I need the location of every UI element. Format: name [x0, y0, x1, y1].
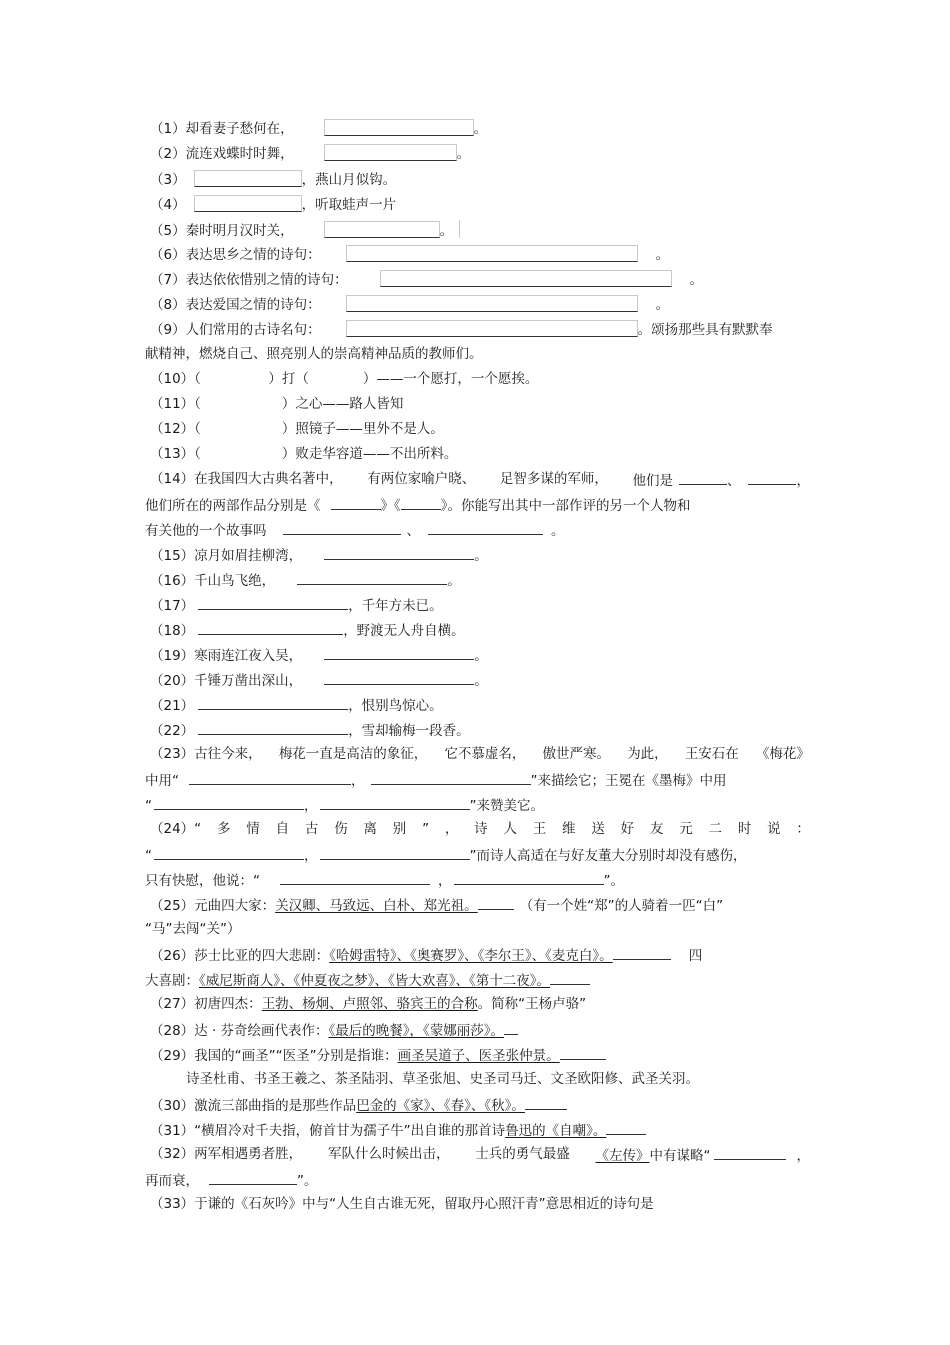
question-text: ，燕山月似钩。	[301, 172, 397, 188]
punctuation: ，	[304, 798, 318, 814]
question-9	[150, 320, 773, 339]
question-text: （4）	[150, 197, 186, 213]
punctuation: 。	[655, 247, 670, 263]
question-33: （33）于谦的《石灰吟》中与“人生自古谁无死，留取丹心照汗青”意思相近的诗句是	[150, 1196, 654, 1212]
answer-blank[interactable]	[504, 1020, 518, 1035]
question-14	[150, 470, 810, 490]
answer-blank[interactable]	[331, 495, 381, 510]
answer-blank[interactable]	[198, 595, 348, 610]
answer-blank[interactable]	[198, 620, 343, 635]
question-text: “	[145, 798, 152, 814]
question-text: 时	[737, 821, 752, 837]
question-text: ：	[796, 821, 810, 837]
question-text: 好	[620, 821, 635, 837]
answer-blank[interactable]	[283, 520, 401, 535]
question-text: 。颂扬那些具有默默奉	[637, 322, 773, 338]
question-8	[150, 295, 669, 314]
question-32-cont	[145, 1170, 318, 1190]
question-text: 有两位家喻户晓、	[367, 471, 476, 487]
question-text: 说	[767, 821, 781, 837]
question-text: ”。	[603, 873, 624, 889]
answer-field[interactable]	[324, 119, 474, 136]
question-text: 维	[562, 821, 576, 837]
question-text: （9）人们常用的古诗名句：	[150, 322, 321, 338]
question-text: （24）“	[150, 821, 202, 837]
answer-blank[interactable]	[550, 970, 590, 985]
answer-text: 关汉卿、马致远、白朴、郑光祖。	[275, 898, 478, 914]
question-text: （17）	[150, 598, 195, 614]
question-16	[150, 570, 461, 590]
question-text: 中用“	[145, 773, 179, 789]
question-text: （6）表达思乡之情的诗句：	[150, 247, 321, 263]
question-26	[150, 945, 702, 965]
question-text: 只有快慰，他说：“	[145, 873, 260, 889]
question-text: （有一个姓“郑”的人骑着一匹“白”	[519, 898, 724, 914]
question-19	[150, 645, 488, 665]
answer-text: 巴金的《家》、《春》、《秋》。	[356, 1098, 525, 1114]
punctuation: 。	[474, 548, 488, 564]
question-text: ”而诗人高适在与好友董大分别时却没有感伤，	[469, 848, 747, 864]
question-25	[150, 895, 723, 915]
question-text: （16）千山鸟飞绝，	[150, 573, 276, 589]
answer-blank[interactable]	[154, 795, 304, 810]
answer-text: 《威尼斯商人》、《仲夏夜之梦》、《皆大欢喜》、《第十二夜》。	[199, 973, 550, 989]
question-text: （14）在我国四大古典名著中，	[150, 471, 343, 487]
answer-text: 王勃、杨炯、卢照邻、骆宾王的合称	[261, 996, 478, 1012]
answer-blank[interactable]	[525, 1095, 567, 1110]
answer-blank[interactable]	[679, 470, 727, 485]
question-text: “	[145, 848, 152, 864]
question-text: （1）却看妻子愁何在，	[150, 121, 294, 137]
question-text: （7）表达依依惜别之情的诗句：	[150, 272, 348, 288]
punctuation: 。	[447, 573, 461, 589]
question-text: 二	[708, 821, 723, 837]
question-text: 。简称“王杨卢骆”	[477, 996, 587, 1012]
punctuation: 。	[474, 648, 488, 664]
question-text: ，雪却输梅一段香。	[348, 723, 470, 739]
question-text: 大喜剧：	[145, 973, 199, 989]
question-6	[150, 245, 669, 264]
question-text: （23）古往今来，	[150, 746, 262, 762]
answer-blank[interactable]	[209, 1170, 297, 1185]
question-text: ”	[422, 821, 430, 837]
punctuation: ，	[438, 873, 452, 889]
answer-blank[interactable]	[478, 895, 514, 910]
field-edge	[459, 220, 460, 238]
question-text: 士兵的勇气最盛	[475, 1146, 570, 1162]
punctuation: 。	[439, 223, 454, 239]
question-text: （15）凉月如眉挂柳湾，	[150, 548, 303, 564]
answer-field[interactable]	[324, 144, 457, 161]
answer-blank[interactable]	[606, 1120, 646, 1135]
answer-blank[interactable]	[320, 795, 470, 810]
question-text: 情	[246, 821, 260, 837]
question-text: 傲世严寒。	[542, 746, 611, 762]
question-text: ，野渡无人舟自横。	[343, 623, 465, 639]
question-10: （10）（ ）打（ ）——一个愿打，一个愿挨。	[150, 371, 539, 387]
answer-blank[interactable]	[401, 495, 441, 510]
question-31	[150, 1120, 646, 1140]
question-text: （28）达 · 芬奇绘画代表作：	[150, 1023, 329, 1039]
question-text: 送	[591, 821, 605, 837]
question-5	[150, 220, 460, 240]
answer-blank[interactable]	[454, 870, 604, 885]
answer-field[interactable]	[194, 170, 302, 187]
question-24	[150, 820, 810, 838]
question-3	[150, 170, 396, 189]
answer-blank[interactable]	[320, 845, 470, 860]
punctuation: 。	[473, 121, 488, 137]
question-text: （26）莎士比亚的四大悲剧：	[150, 948, 330, 964]
question-text: 有关他的一个故事吗	[145, 523, 267, 539]
question-text: 离	[363, 821, 377, 837]
question-32	[150, 1145, 810, 1165]
answer-blank[interactable]	[613, 945, 671, 960]
answer-blank[interactable]	[748, 470, 796, 485]
question-text: 别	[392, 821, 407, 837]
answer-text: 鲁迅的《自嘲》。	[505, 1123, 607, 1139]
question-25-cont: “马”去闯“关”）	[145, 921, 241, 937]
question-text: （22）	[150, 723, 195, 739]
question-23	[150, 745, 810, 763]
question-13: （13）（ ）败走华容道——不出所料。	[150, 446, 458, 462]
question-text: ”来赞美它。	[469, 798, 544, 814]
answer-blank[interactable]	[714, 1145, 786, 1160]
question-text: （20）千锤万凿出深山，	[150, 673, 303, 689]
answer-blank[interactable]	[324, 670, 474, 685]
question-30	[150, 1095, 567, 1115]
punctuation: 。	[474, 673, 488, 689]
question-text: 人	[503, 821, 517, 837]
question-11: （11）（ ）之心——路人皆知	[150, 396, 404, 412]
punctuation: 、	[406, 523, 420, 539]
question-27	[150, 995, 586, 1013]
question-text: 它不慕虚名，	[444, 746, 526, 762]
answer-field[interactable]	[380, 270, 672, 287]
punctuation: ，	[351, 773, 365, 789]
question-text: 古	[304, 821, 319, 837]
question-text: （2）流连戏蝶时时舞，	[150, 146, 294, 162]
answer-blank[interactable]	[324, 545, 474, 560]
answer-text: 《左传》	[595, 1148, 650, 1164]
question-14-line2	[145, 495, 691, 515]
question-4	[150, 195, 396, 214]
question-text: （21）	[150, 698, 195, 714]
question-text: 多	[216, 821, 231, 837]
answer-text: 《最后的晚餐》，《蒙娜丽莎》。	[328, 1023, 505, 1039]
question-text: ，听取蛙声一片	[301, 197, 397, 213]
question-text: 》《	[380, 498, 401, 514]
question-text: 四	[688, 948, 703, 964]
answer-field[interactable]	[194, 195, 302, 212]
question-text: 为此，	[627, 746, 668, 762]
answer-blank[interactable]	[198, 695, 348, 710]
question-text: 他们是	[632, 473, 673, 489]
question-text: 《梅花》	[755, 746, 810, 762]
answer-text: 《哈姆雷特》、《奥赛罗》、《李尔王》、《麦克白》。	[329, 948, 613, 964]
answer-text: 画圣吴道子、医圣张仲景。	[397, 1048, 560, 1064]
answer-field[interactable]	[346, 320, 638, 337]
punctuation: ，	[304, 848, 318, 864]
question-text: （32）两军相遇勇者胜，	[150, 1146, 303, 1162]
question-text: （19）寒雨连江夜入吴，	[150, 648, 303, 664]
question-text: 》。你能写出其中一部作评的另一个人物和	[440, 498, 691, 514]
question-12: （12）（ ）照镜子——里外不是人。	[150, 421, 444, 437]
answer-field[interactable]	[346, 245, 638, 262]
question-text: （25）元曲四大家：	[150, 898, 276, 914]
answer-field[interactable]	[324, 221, 440, 238]
question-text: （27）初唐四杰：	[150, 996, 262, 1012]
question-text: 元	[679, 821, 693, 837]
question-text: （30）激流三部曲指的是那些作品	[150, 1098, 357, 1114]
question-text: ”来描绘它；王冕在《墨梅》中用	[530, 773, 727, 789]
question-text: 王	[532, 821, 547, 837]
question-29-cont: 诗圣杜甫、书圣王羲之、茶圣陆羽、草圣张旭、史圣司马迁、文圣欧阳修、武圣关羽。	[186, 1071, 699, 1087]
question-23-line3	[145, 795, 544, 815]
answer-blank[interactable]	[560, 1045, 606, 1060]
answer-blank[interactable]	[189, 770, 351, 785]
question-text: 中有谋略“	[649, 1148, 711, 1164]
question-29	[150, 1045, 606, 1065]
question-17	[150, 595, 443, 615]
punctuation: 、	[726, 473, 741, 489]
question-text: 他们所在的两部作品分别是《	[145, 498, 321, 514]
punctuation: ，	[796, 1148, 810, 1164]
answer-blank[interactable]	[154, 845, 304, 860]
question-text: ，	[444, 821, 459, 837]
question-text: 诗	[474, 821, 488, 837]
question-23-line2	[145, 770, 727, 790]
question-26-cont	[145, 970, 590, 990]
question-9-cont: 献精神，燃烧自己、照亮别人的崇高精神品质的教师们。	[145, 346, 483, 362]
question-text: 伤	[334, 821, 348, 837]
question-24-line2	[145, 845, 747, 865]
question-text: （8）表达爱国之情的诗句：	[150, 297, 321, 313]
question-14-line3	[145, 520, 565, 540]
question-28	[150, 1020, 518, 1040]
question-15	[150, 545, 488, 565]
question-text: 梅花一直是高洁的象征，	[278, 746, 428, 762]
question-text: （5）秦时明月汉时关，	[150, 223, 294, 239]
punctuation: ”。	[297, 1173, 318, 1189]
question-24-line3	[145, 870, 624, 890]
question-text: 足智多谋的军师，	[499, 471, 608, 487]
question-text: 自	[275, 821, 290, 837]
question-20	[150, 670, 488, 690]
answer-blank[interactable]	[280, 870, 430, 885]
answer-field[interactable]	[346, 295, 638, 312]
punctuation: 。	[551, 523, 565, 539]
question-22	[150, 720, 470, 740]
question-text: ，恨别鸟惊心。	[348, 698, 443, 714]
question-text: （18）	[150, 623, 195, 639]
question-text: 王安石在	[684, 746, 739, 762]
answer-blank[interactable]	[428, 520, 543, 535]
question-text: （29）我国的“画圣”“医圣”分别是指谁：	[150, 1048, 398, 1064]
question-text: （3）	[150, 172, 186, 188]
question-text: ，千年方未已。	[348, 598, 443, 614]
question-2	[150, 144, 470, 163]
punctuation: ，	[796, 473, 810, 489]
punctuation: 。	[655, 297, 670, 313]
question-text: 友	[649, 821, 664, 837]
question-18	[150, 620, 465, 640]
question-1	[150, 119, 487, 138]
answer-blank[interactable]	[324, 645, 474, 660]
punctuation: 。	[456, 146, 471, 162]
question-text: 军队什么时候出击，	[327, 1146, 450, 1162]
answer-blank[interactable]	[297, 570, 447, 585]
answer-blank[interactable]	[198, 720, 348, 735]
punctuation: 。	[689, 272, 704, 288]
answer-blank[interactable]	[371, 770, 531, 785]
question-21	[150, 695, 443, 715]
question-text: （31）“横眉冷对千夫指，俯首甘为孺子牛”出自谁的那首诗	[150, 1123, 506, 1139]
question-7	[150, 270, 703, 289]
question-text: 再而衰，	[145, 1173, 199, 1189]
